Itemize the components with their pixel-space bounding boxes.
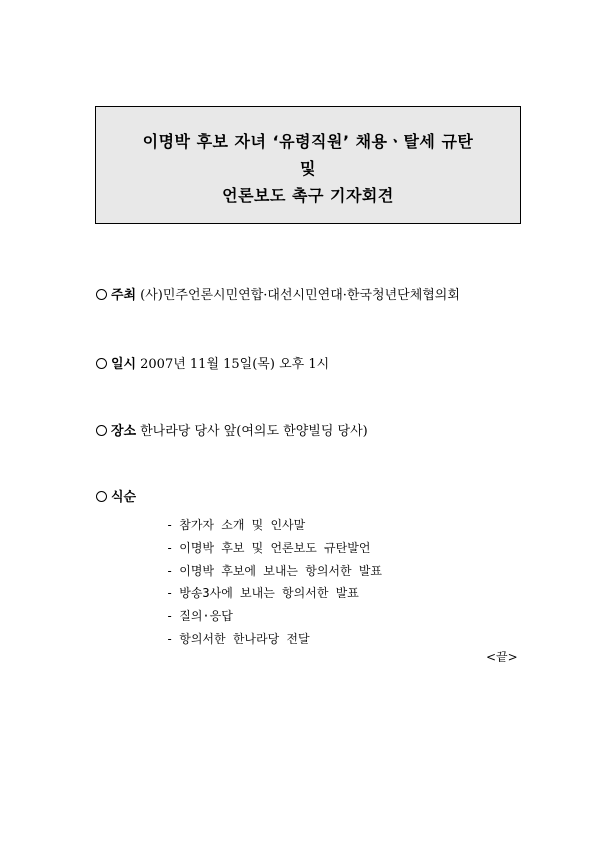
end-mark: <끝> — [486, 650, 518, 664]
datetime-value: 2007년 11월 15일(목) 오후 1시 — [140, 357, 330, 372]
schedule-item — [166, 537, 382, 560]
schedule-item — [166, 582, 382, 605]
place-row — [96, 423, 368, 441]
dash-bullet: - — [166, 518, 174, 532]
place-label: 장소 — [111, 424, 137, 439]
datetime-label: 일시 — [111, 357, 137, 372]
circle-bullet-icon — [96, 289, 107, 300]
dash-bullet: - — [166, 540, 174, 555]
title-line-2: 및 — [300, 159, 316, 178]
schedule-label: 식순 — [111, 490, 137, 505]
schedule-item-text: 참가자 소개 및 인사말 — [179, 518, 306, 532]
schedule-item-text: 항의서한 한나라당 전달 — [179, 631, 310, 646]
schedule-item-text: 질의·응답 — [179, 609, 233, 624]
schedule-item — [166, 514, 382, 537]
host-row — [96, 287, 460, 305]
schedule-item — [166, 605, 382, 628]
schedule-item — [166, 560, 382, 583]
schedule-item — [166, 628, 382, 651]
title-line-1: 이명박 후보 자녀 ‘유령직원’ 채용ㆍ탈세 규탄 — [142, 132, 474, 151]
schedule-item-text: 이명박 후보 및 언론보도 규탄발언 — [179, 540, 371, 555]
host-label: 주최 — [111, 288, 137, 303]
schedule-item-text: 방송3사에 보내는 항의서한 발표 — [179, 586, 359, 601]
circle-bullet-icon — [96, 358, 107, 369]
datetime-row — [96, 356, 329, 374]
circle-bullet-icon — [96, 491, 107, 502]
host-value: (사)민주언론시민연합·대선시민연대·한국청년단체협의회 — [140, 288, 460, 303]
title-box — [95, 106, 521, 224]
place-value: 한나라당 당사 앞(여의도 한양빌딩 당사) — [140, 424, 368, 439]
dash-bullet: - — [166, 586, 174, 601]
circle-bullet-icon — [96, 425, 107, 436]
dash-bullet: - — [166, 609, 174, 624]
title-line-3: 언론보도 촉구 기자회견 — [222, 186, 394, 205]
schedule-list — [166, 514, 382, 651]
schedule-item-text: 이명박 후보에 보내는 항의서한 발표 — [179, 563, 383, 578]
schedule-row — [96, 489, 140, 507]
dash-bullet: - — [166, 563, 174, 578]
dash-bullet: - — [166, 631, 174, 646]
